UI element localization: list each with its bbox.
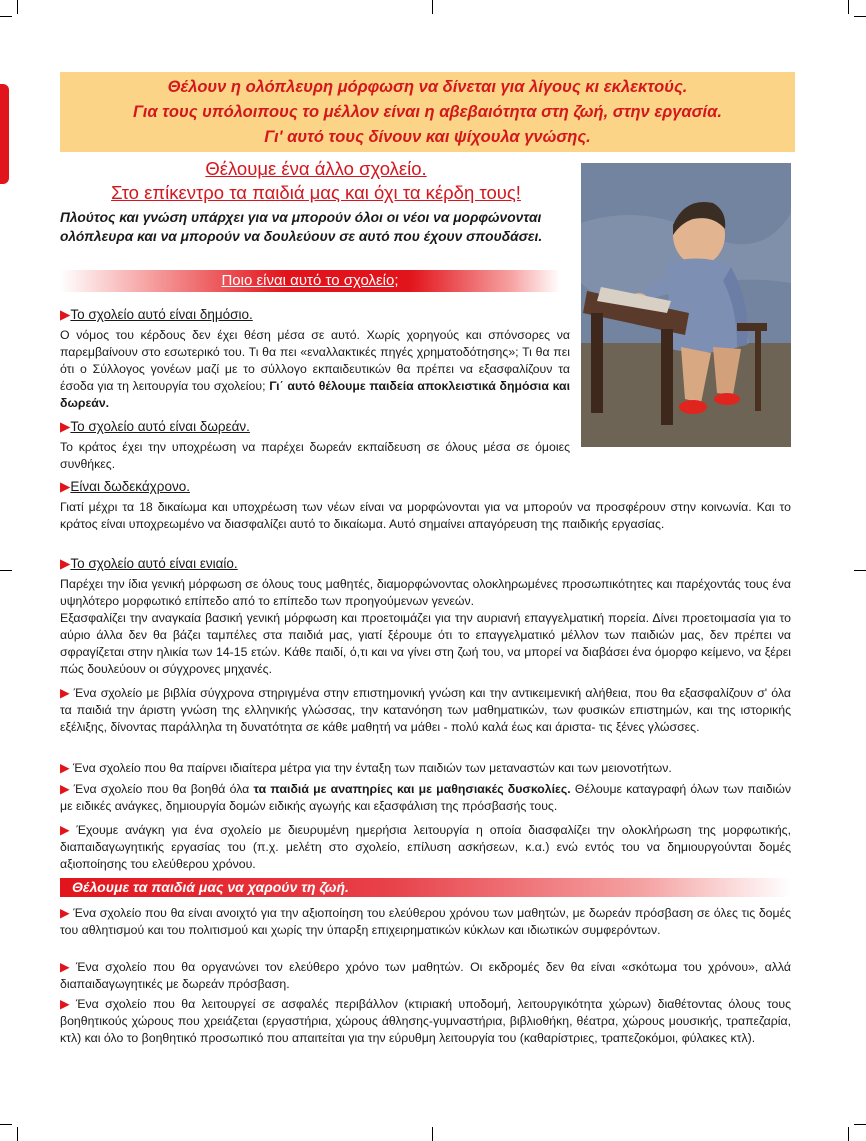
painting-svg — [581, 163, 791, 447]
bullet-triangle-icon: ▶ — [60, 556, 71, 571]
bullet-triangle-icon: ▶ — [60, 419, 71, 434]
heading-line-1: Θέλουμε ένα άλλο σχολείο. — [205, 158, 427, 179]
bullet-triangle-icon: ▶ — [60, 906, 70, 920]
bullet-safe-environment-text: Ένα σχολείο που θα λειτουργεί σε ασφαλές περιβάλλον (κτιριακή υποδομή, λειτουργικότητα χώρων) διαθέτοντας όλους τους βοηθητικούς χώρους που χρειάζεται (εργαστήρια, χώρους άθλησης-γυμναστήρια, βιβλιοθήκη, θέατρα, χώρους μουσικής, τραπεζαρία, κτλ) και όλο το βοηθητικό προσωπικό που απαιτείται για την εύρυθμη λειτουργία του (καθαρίστριες, τραπεζοκόμοι, φύλακες κτλ). — [60, 997, 791, 1045]
top-banner — [60, 72, 795, 152]
bullet-immigrants — [60, 760, 791, 777]
paragraph-unified-1: Παρέχει την ίδια γενική μόρφωση σε όλους τους μαθητές, διαμορφώνοντας ολοκληρωμένες προσωπικότητες και παρέχοντάς τους ένα υψηλότερο μορφωτικό επίπεδο από το επίπεδο των προηγούμενων γενεών. — [60, 577, 791, 608]
crop-mark — [848, 1127, 849, 1141]
bullet-disabilities-post: Θέλουμε καταγραφή όλων των παιδιών με ειδικές ανάγκες, δημιουργία δομών ειδικής αγωγής και εξασφάλιση της πρόσβασής τους. — [60, 782, 792, 813]
paragraph-free: Το κράτος έχει την υποχρέωση να παρέχει δωρεάν εκπαίδευση σε όλους μέσα σε όμοιες συνθήκες. — [60, 440, 570, 471]
bullet-triangle-icon: ▶ — [60, 761, 70, 775]
crop-mark — [0, 1124, 12, 1125]
bullet-free-time — [60, 959, 791, 993]
paragraph-unified-2: Εξασφαλίζει την αναγκαία βασική γενική μόρφωση και προετοιμάζει για την αυριανή επαγγελματική πορεία. Δίνει προετοιμασία για το αύριο άλλα δεν θα βάζει ταμπέλες στα παιδιά μας, γιατί ξέρουμε ότι το επαγγελματικό μέλλον των παιδιών μας, δεν πρέπει να σφραγίζεται στην ηλικία των 14-15 ετών. Κάθε παιδί, ό,τι και να γίνει στη ζωή του, να μπορεί να διαβάσει ένα όμορφο κείμενο, να ξέρει πώς δουλεύουν οι σύγχρονες μηχανές. — [60, 611, 791, 676]
bullet-extended-day — [60, 822, 791, 873]
painting-image — [581, 163, 791, 447]
subheading-twelve-year — [60, 478, 190, 495]
subheading-unified — [60, 555, 238, 572]
crop-mark — [854, 16, 866, 17]
section-title-bar — [60, 270, 560, 292]
bullet-triangle-icon: ▶ — [60, 823, 70, 837]
bullet-open-school — [60, 905, 791, 939]
bullet-triangle-icon: ▶ — [60, 782, 70, 796]
bullet-triangle-icon: ▶ — [60, 997, 70, 1011]
bullet-free-time-text: Ένα σχολείο που θα οργανώνει τον ελεύθερο χρόνο των μαθητών. Οι εκδρομές δεν θα είναι «σκότωμα του χρόνου», αλλά διαπαιδαγωγητικές με δωρεάν πρόσβαση. — [60, 960, 791, 991]
banner-line-2: Για τους υπόλοιπους το μέλλον είναι η αβεβαιότητα στη ζωή, στην εργασία. — [133, 103, 722, 121]
subheading-public — [60, 306, 253, 323]
crop-mark — [0, 570, 12, 571]
bullet-open-school-text: Ένα σχολείο που θα είναι ανοιχτό για την αξιοποίηση του ελεύθερου χρόνου των μαθητών, με δωρεάν πρόσβαση σε όλες τις δομές του αθλητισμού και του πολιτισμού και χωρίς την ύπαρξη επιχειρηματικών κύκλων και ιδιωτικών συμφερόντων. — [60, 906, 792, 937]
crop-mark — [848, 0, 849, 14]
paragraph-twelve-year: Γιατί μέχρι τα 18 δικαίωμα και υποχρέωση των νέων είναι να μορφώνονται για να μπορούν να προσφέρουν στην κοινωνία. Και το κράτος είναι υποχρεωμένο να διασφαλίζει αυτό το δικαίωμα. Αυτό σημαίνει απαγόρευση της παιδικής εργασίας. — [60, 500, 791, 531]
bullet-disabilities-pre: Ένα σχολείο που θα βοηθά όλα — [73, 782, 250, 796]
banner-line-1: Θέλουν η ολόπλευρη μόρφωση να δίνεται για λίγους κι εκλεκτούς. — [167, 78, 688, 96]
crop-mark — [17, 0, 18, 14]
bullet-books — [60, 685, 791, 736]
subheading-unified-text: Το σχολείο αυτό είναι ενιαίο. — [70, 556, 238, 571]
bullet-safe-environment — [60, 996, 791, 1047]
heading-line-2: Στο επίκεντρο τα παιδιά μας και όχι τα κέρδη τους! — [111, 182, 521, 203]
bullet-triangle-icon: ▶ — [60, 307, 71, 322]
banner-line-3: Γι' αυτό τους δίνουν και ψίχουλα γνώσης. — [264, 128, 591, 146]
bullet-triangle-icon: ▶ — [60, 686, 70, 700]
section-title: Ποιο είναι αυτό το σχολείο; — [221, 272, 399, 289]
bullet-disabilities-bold: τα παιδιά με αναπηρίες και με μαθησιακές δυσκολίες. — [253, 782, 571, 796]
paragraph-public — [60, 327, 570, 412]
section2-title-bar — [60, 878, 791, 897]
crop-mark — [0, 16, 12, 17]
main-heading — [60, 157, 572, 205]
paragraph-public-text: Ο νόμος του κέρδους δεν έχει θέση μέσα σε αυτό. Χωρίς χορηγούς και σπόνσορες να παρεμβαίνουν στο εσωτερικό του. Τι θα πει «εναλλακτικές πηγές χρηματοδότησης»; Τι θα πει ότι ο Σύλλογος γονέων μαζί με το σύλλογο εκπαιδευτικών θα πρέπει να εξασφαλίζουν τα έσοδα για τη λειτουργία του σχολείου; — [60, 328, 570, 393]
subheading-free — [60, 418, 250, 435]
crop-mark — [432, 1127, 433, 1141]
bullet-disabilities — [60, 781, 791, 815]
crop-mark — [432, 0, 433, 14]
bullet-triangle-icon: ▶ — [60, 479, 71, 494]
section2-title: Θέλουμε τα παιδιά μας να χαρούν τη ζωή. — [72, 879, 349, 895]
bullet-books-text: Ένα σχολείο με βιβλία σύγχρονα στηριγμένα στην επιστημονική γνώση και την αντικειμενική αλήθεια, που θα εξασφαλίζουν σ' όλα τα παιδιά την άριστη γνώση της ελληνικής γλώσσας, την κατανόηση των μαθηματικών, των φυσικών επιστημών, και της ιστορικής εξέλιξης, δίνοντας παράλληλα τη δυνατότητα σε κάθε μαθητή να μάθει - πολύ καλά έως και άριστα- τις ξένες γλώσσες. — [60, 686, 791, 734]
subheading-public-text: Το σχολείο αυτό είναι δημόσιο. — [70, 307, 253, 322]
subheading-twelve-year-text: Είναι δωδεκάχρονο. — [70, 479, 190, 494]
crop-mark — [17, 1127, 18, 1141]
crop-mark — [854, 1124, 866, 1125]
bullet-extended-day-text: Έχουμε ανάγκη για ένα σχολείο με διευρυμένη ημερήσια λειτουργία η οποία διασφαλίζει την ολοκλήρωση της μορφωτικής, διαπαιδαγωγητικής εργασίας του (π.χ. μελέτη στο σχολείο, επίλυση ασκήσεων, κ.α.) ενώ εντός του να δημιουργούνται δομές αξιοποίησης του ελεύθερου χρόνου. — [60, 823, 791, 871]
intro-text: Πλούτος και γνώση υπάρχει για να μπορούν όλοι οι νέοι να μορφώνονται ολόπλευρα και να μπορούν να δουλεύουν σε αυτό που έχουν σπουδάσει. — [60, 210, 543, 244]
subheading-free-text: Το σχολείο αυτό είναι δωρεάν. — [70, 419, 250, 434]
page-edge-tab — [0, 84, 9, 184]
bullet-immigrants-text: Ένα σχολείο που θα παίρνει ιδιαίτερα μέτρα για την ένταξη των παιδιών των μεταναστών και των μειονοτήτων. — [72, 761, 672, 775]
bullet-triangle-icon: ▶ — [60, 960, 70, 974]
paragraph-public-bold: Γι΄ αυτό θέλουμε παιδεία αποκλειστικά δημόσια και δωρεάν. — [60, 379, 570, 410]
crop-mark — [854, 570, 866, 571]
